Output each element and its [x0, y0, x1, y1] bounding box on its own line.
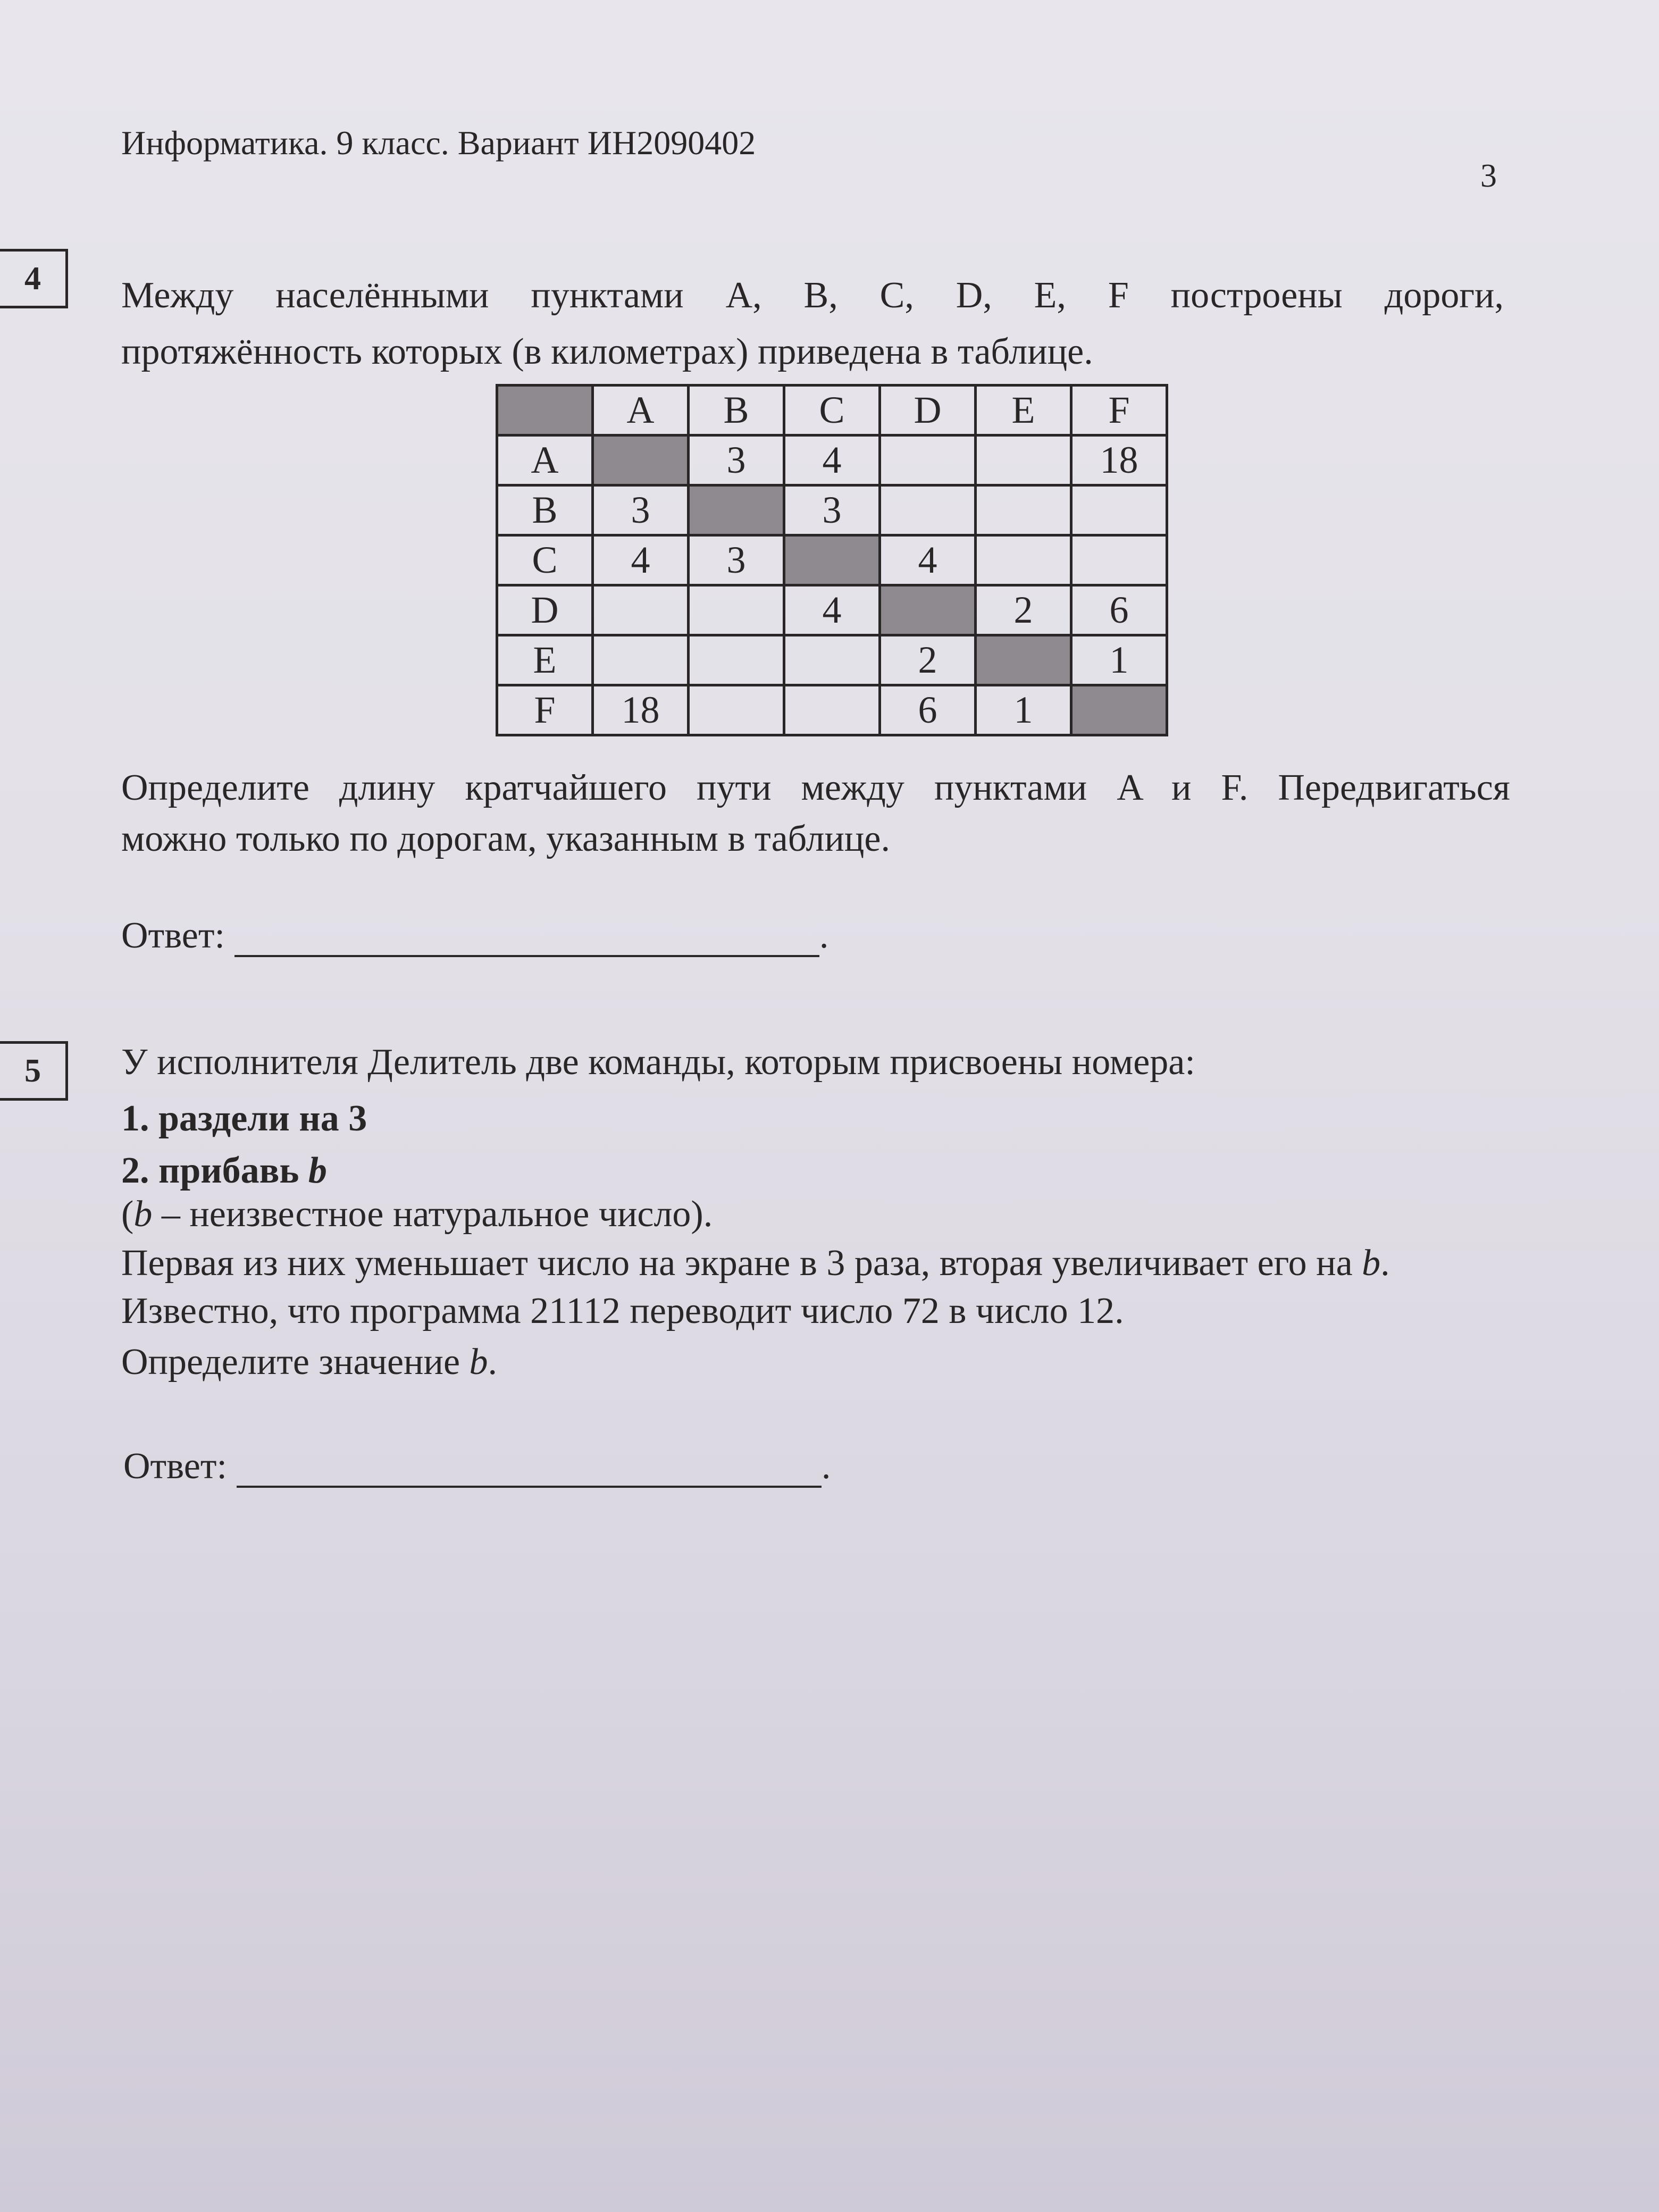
answer-period: .	[819, 915, 829, 956]
table-row	[497, 535, 1167, 585]
distance-cell	[784, 685, 880, 735]
task5-program: Известно, что программа 21112 переводит число 72 в число 12.	[121, 1291, 1124, 1331]
task5-command-2	[121, 1146, 327, 1195]
distance-cell: 4	[593, 535, 689, 585]
task5-question	[121, 1338, 497, 1387]
distance-cell: 3	[784, 485, 880, 535]
distance-cell	[880, 485, 976, 535]
table-row	[497, 485, 1167, 535]
column-header: E	[976, 386, 1071, 435]
diagonal-cell	[976, 635, 1071, 685]
distance-cell: 4	[880, 535, 976, 585]
diagonal-cell	[689, 485, 784, 535]
distance-cell: 3	[593, 485, 689, 535]
task4-answer	[121, 915, 828, 957]
table-row	[497, 435, 1167, 485]
distance-cell	[880, 435, 976, 485]
distance-cell: 1	[976, 685, 1071, 735]
row-header: E	[497, 635, 593, 685]
distance-cell: 6	[1071, 585, 1167, 635]
column-header: A	[593, 386, 689, 435]
task4-question-line2: можно только по дорогам, указанным в таблице.	[121, 818, 890, 859]
desc-text: Первая из них уменьшает число на экране в 3 раза, вторая увеличивает его на	[121, 1243, 1362, 1284]
task5-note	[121, 1190, 713, 1239]
distance-cell	[1071, 485, 1167, 535]
task-number-4: 4	[0, 249, 68, 308]
table-corner-cell	[497, 386, 593, 435]
task5-answer	[123, 1445, 831, 1488]
page-header: Информатика. 9 класс. Вариант ИН2090402	[121, 124, 756, 162]
distance-cell	[689, 585, 784, 635]
row-header: B	[497, 485, 593, 535]
row-header: D	[497, 585, 593, 635]
note-open: (	[121, 1194, 134, 1235]
question-dot: .	[488, 1342, 498, 1382]
distance-cell	[593, 585, 689, 635]
task4-intro-line2: протяжённость которых (в километрах) приведена в таблице.	[121, 331, 1093, 372]
distance-cell: 3	[689, 435, 784, 485]
desc-dot: .	[1380, 1243, 1390, 1284]
task5-intro: У исполнителя Делитель две команды, которым присвоены номера:	[121, 1042, 1195, 1083]
table-row	[497, 585, 1167, 635]
distance-cell: 2	[880, 635, 976, 685]
distance-cell	[976, 435, 1071, 485]
task4-question-line1: Определите длину кратчайшего пути между пунктами A и F. Передвигаться	[121, 767, 1510, 808]
row-header: F	[497, 685, 593, 735]
distance-cell	[976, 485, 1071, 535]
column-header: B	[689, 386, 784, 435]
distance-cell	[784, 635, 880, 685]
task-number-5: 5	[0, 1041, 68, 1101]
task4-intro-line1: Между населёнными пунктами A, B, C, D, E, F построены дороги,	[121, 275, 1504, 316]
diagonal-cell	[880, 585, 976, 635]
question-text: Определите значение	[121, 1342, 470, 1382]
column-header: F	[1071, 386, 1167, 435]
distance-cell	[689, 685, 784, 735]
distance-cell: 2	[976, 585, 1071, 635]
distance-cell	[976, 535, 1071, 585]
answer-period: .	[821, 1446, 831, 1487]
distance-cell: 3	[689, 535, 784, 585]
table-header-row	[497, 386, 1167, 435]
column-header: C	[784, 386, 880, 435]
distance-table	[496, 384, 1168, 736]
var-b: b	[469, 1342, 488, 1382]
distance-cell: 4	[784, 585, 880, 635]
diagonal-cell	[1071, 685, 1167, 735]
note-text: – неизвестное натуральное число).	[152, 1194, 713, 1235]
distance-cell	[689, 635, 784, 685]
var-b: b	[308, 1150, 327, 1191]
distance-cell: 6	[880, 685, 976, 735]
var-b: b	[133, 1194, 153, 1235]
distance-cell	[593, 635, 689, 685]
table-row	[497, 635, 1167, 685]
table-row	[497, 685, 1167, 735]
column-header: D	[880, 386, 976, 435]
answer-blank-line[interactable]	[234, 919, 819, 957]
row-header: A	[497, 435, 593, 485]
answer-label: Ответ:	[121, 915, 225, 956]
distance-cell	[1071, 535, 1167, 585]
distance-cell: 4	[784, 435, 880, 485]
diagonal-cell	[593, 435, 689, 485]
answer-label: Ответ:	[123, 1446, 227, 1487]
page-number: 3	[1480, 158, 1497, 194]
diagonal-cell	[784, 535, 880, 585]
cmd2-text: 2. прибавь	[121, 1150, 308, 1191]
row-header: C	[497, 535, 593, 585]
distance-cell: 1	[1071, 635, 1167, 685]
task5-command-1: 1. раздели на 3	[121, 1098, 367, 1139]
var-b: b	[1362, 1243, 1381, 1284]
task5-description	[121, 1239, 1390, 1288]
distance-cell: 18	[1071, 435, 1167, 485]
distance-cell: 18	[593, 685, 689, 735]
answer-blank-line[interactable]	[237, 1449, 822, 1488]
